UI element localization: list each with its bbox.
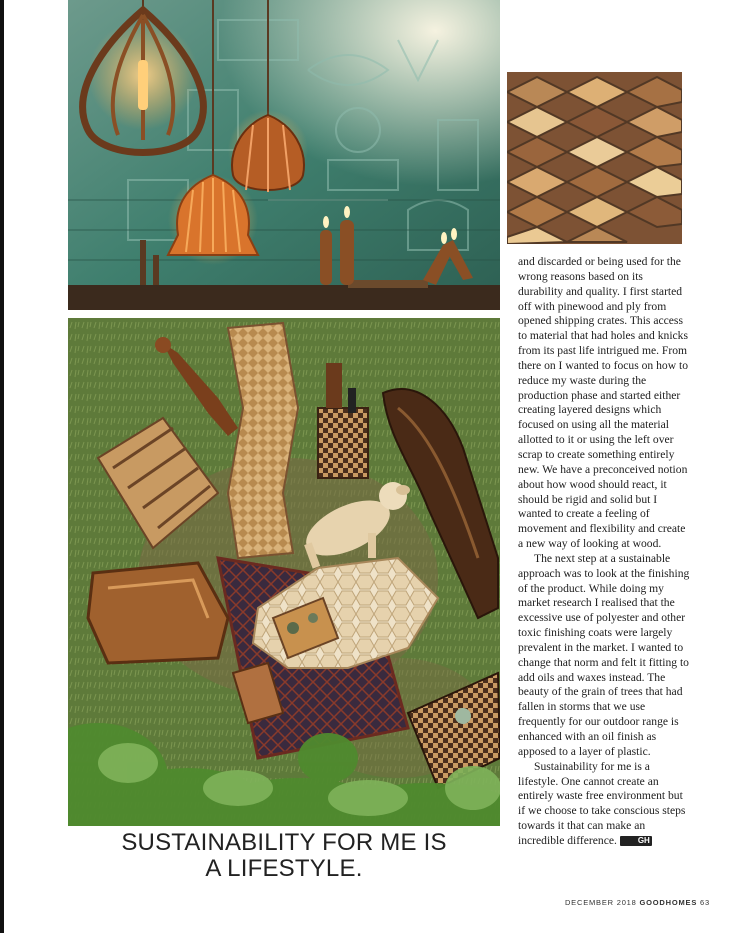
pendant-lamps-illustration [68,0,500,310]
article-paragraph-3 [518,760,690,849]
wood-tiles-illustration [507,72,682,244]
article-paragraph-2: The next step at a sustainable approach was to look at the finishing of the product. While doing my market research I realised that the excessive use of polyester and other toxic finishing coats were largely prevalent in the market. I wanted to change that norm and felt it fitting to add oils and waxes instead. The beauty of the grain of trees that had fallen in storms that we use frequently for our outdoor range is enhanced with an oil finish as apposed to a layer of plastic. [518,551,690,758]
photo-garden-furniture [68,318,500,826]
article-body [518,255,690,849]
article-paragraph-1: and discarded or being used for the wrong reasons based on its durability and quality. I first started off with pinewood and ply from opened shipping crates. This access to material that had holes and knicks from its past life intrigued me. From there on I wanted to focus on how to reduce my waste during the production phase and started either creating layered designs which focused on using all the material allotted to it or using the left over scrap to create something entirely new. We have a preconceived notion about how wood should react, it should be rigid and solid but I wanted to create a feeling of movement and flexibility and create a new way of looking at wood. [518,255,689,551]
page-folio [565,898,710,907]
pull-quote-line-1: SUSTAINABILITY FOR ME IS [121,829,447,856]
folio-date: DECEMBER 2018 [564,898,637,907]
folio-magazine: GOODHOMES [639,898,698,907]
page-edge [0,0,4,933]
pull-quote-line-2: A LIFESTYLE. [205,855,363,882]
end-mark-icon: GH [620,836,652,846]
garden-furniture-illustration [68,318,500,826]
pull-quote [68,830,500,882]
article-paragraph-3-text: Sustainability for me is a lifestyle. One cannot create an entirely waste free environment but if we choose to take conscious steps towards it that can make an incredible difference. [518,759,686,847]
photo-pendant-lamps [68,0,500,310]
folio-page-number: 63 [700,898,710,907]
photo-wood-tiles [507,72,682,244]
